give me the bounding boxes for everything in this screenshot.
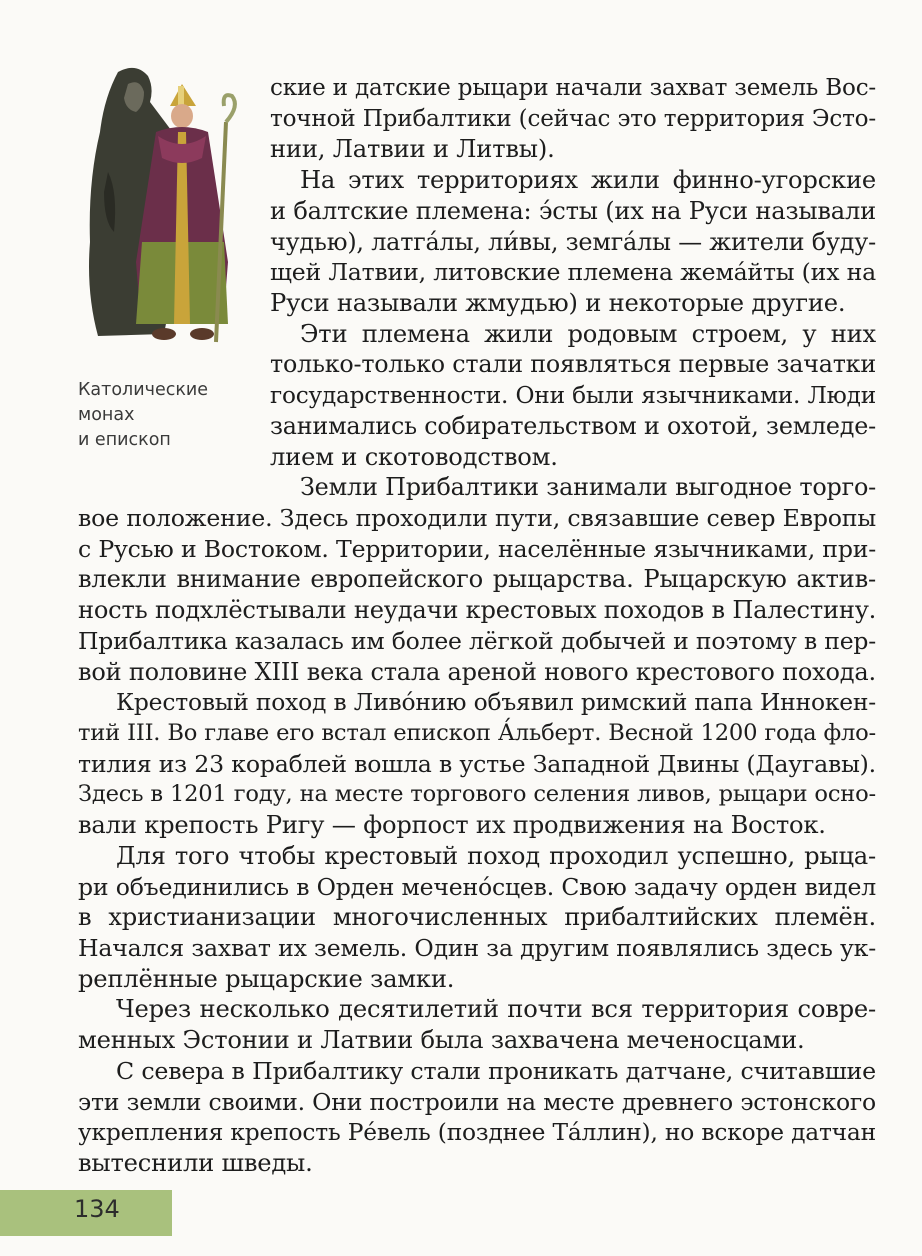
text-line: ри объединились в Орден мечено́сцев. Свою задачу орден видел — [78, 872, 876, 901]
text-line: менных Эстонии и Латвии была захвачена меченосцами. — [78, 1026, 805, 1055]
page-number: 134 — [74, 1195, 120, 1223]
text-line: с Русью и Востоком. Территории, населённые язычниками, при- — [78, 534, 876, 563]
text-line: Крестовый поход в Ливо́нию объявил римский папа Иннокен- — [116, 688, 876, 717]
text-line: На этих территориях жили финно-угорские — [300, 166, 876, 195]
figure-caption — [78, 378, 248, 453]
text-line: чудью), латга́лы, ли́вы, земга́лы — жители буду- — [270, 227, 877, 256]
text-line: Для того чтобы крестовый поход проходил успешно, рыца- — [116, 841, 876, 870]
text-line: лием и скотоводством. — [270, 442, 558, 471]
text-line: Земли Прибалтики занимали выгодное торго- — [300, 473, 876, 502]
caption-line: Католические — [78, 380, 209, 400]
monk-and-bishop-illustration — [78, 62, 256, 352]
text-line: ность подхлёстывали неудачи крестовых походов в Палестину. — [78, 596, 877, 625]
text-line: Эти племена жили родовым строем, у них — [300, 319, 876, 348]
text-line: щей Латвии, литовские племена жема́йты (их на — [270, 258, 876, 287]
text-line: точной Прибалтики (сейчас это территория Эсто- — [270, 105, 876, 132]
text-line: тий III. Во главе его встал епископ А́льберт. Весной 1200 года фло- — [78, 720, 876, 747]
text-line: эти земли своими. Они построили на месте древнего эстонского — [78, 1087, 876, 1116]
text-line: ские и датские рыцари начали захват земель Вос- — [270, 75, 876, 101]
text-line: нии, Латвии и Литвы). — [270, 135, 555, 164]
text-line: тилия из 23 кораблей вошла в устье Западной Двины (Даугавы). — [78, 749, 876, 778]
text-line: государственности. Они были язычниками. Люди — [270, 382, 876, 410]
text-line: только-только стали появляться первые зачатки — [270, 350, 876, 379]
text-line: и балтские племена: э́сты (их на Руси называли — [270, 196, 876, 225]
text-line: вое положение. Здесь проходили пути, связавшие север Европы — [78, 504, 876, 532]
text-line: влекли внимание европейского рыцарства. Рыцарскую актив- — [78, 565, 876, 594]
caption-line: и епископ — [78, 430, 171, 450]
text-line: вой половине XIII века стала ареной нового крестового похода. — [78, 657, 876, 686]
text-line: Прибалтика казалась им более лёгкой добычей и поэтому в пер- — [78, 626, 876, 655]
text-line: занимались собирательством и охотой, земледе- — [270, 411, 876, 440]
text-line: С севера в Прибалтику стали проникать датчане, считавшие — [116, 1056, 876, 1085]
text-line: Руси называли жмудью) и некоторые другие. — [270, 289, 846, 317]
text-line: Здесь в 1201 году, на месте торгового селения ливов, рыцари осно- — [78, 781, 876, 808]
text-line: Через несколько десятилетий почти вся территория совре- — [116, 995, 876, 1024]
text-line: вали крепость Ригу — форпост их продвижения на Восток. — [78, 811, 826, 840]
text-line: укрепления крепость Ре́вель (позднее Та́ллин), но вскоре датчан — [78, 1118, 876, 1147]
text-line: в христианизации многочисленных прибалтийских племён. — [78, 903, 876, 932]
text-line: вытеснили шведы. — [78, 1149, 313, 1178]
text-line: Начался захват их земель. Один за другим появлялись здесь ук- — [78, 934, 876, 963]
text-line: реплённые рыцарские замки. — [78, 964, 455, 993]
caption-line: монах — [78, 405, 135, 425]
